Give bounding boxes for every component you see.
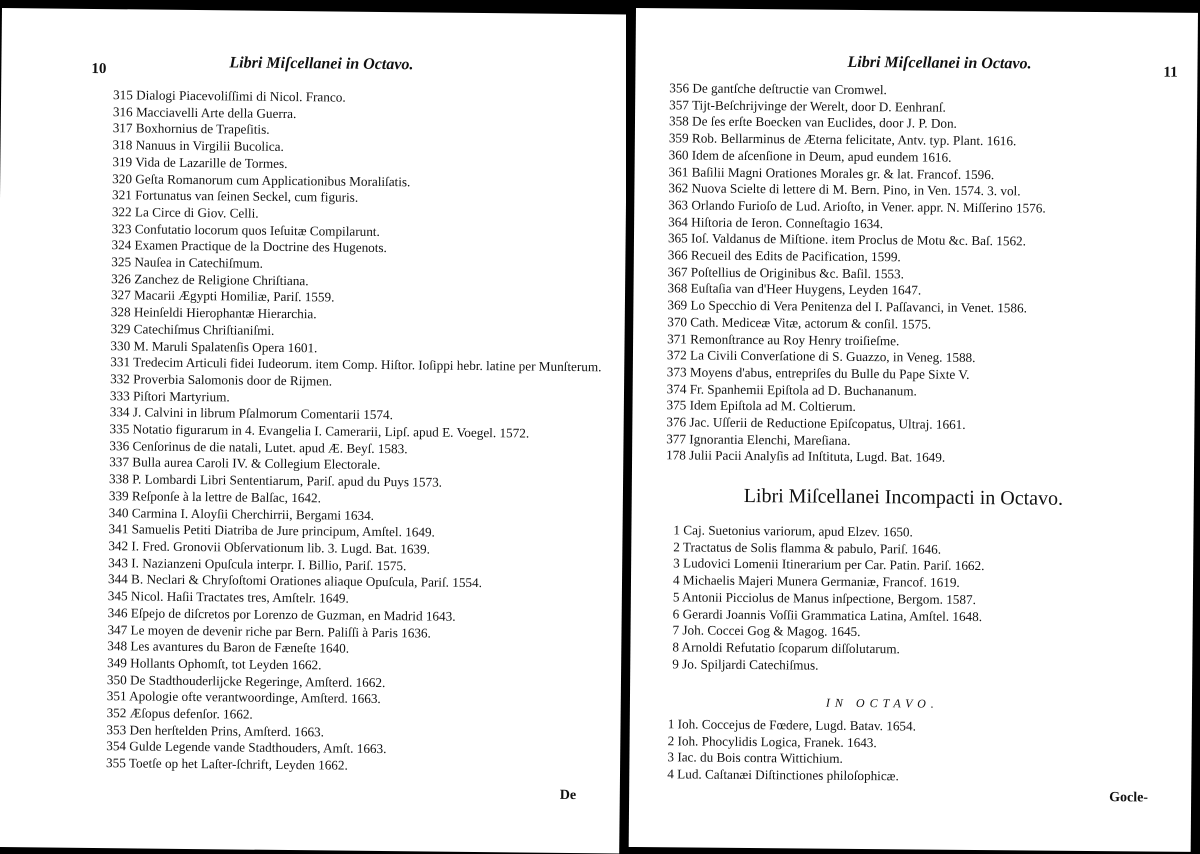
entry-text: Tredecim Articuli fidei Iudeorum. item Comp. Hiſtor. Ioſippi hebr. latine per Munſterum. — [133, 354, 602, 375]
section-heading: Libri Miſcellanei Incompacti in Octavo. — [743, 484, 1064, 510]
list-item — [672, 656, 1172, 677]
entry-text: Iac. du Bois contra Wittichium. — [677, 749, 843, 767]
entry-number: 326 — [111, 270, 132, 287]
entry-number: 354 — [106, 738, 127, 754]
entry-number: 356 — [669, 80, 690, 96]
entry-text: Arnoldi Refutatio ſcoparum diſſolutarum. — [681, 639, 900, 657]
entry-number: 351 — [106, 688, 127, 704]
entry-number: 349 — [107, 655, 128, 671]
entry-text: M. Maruli Spalatenſis Opera 1601. — [133, 337, 318, 355]
entry-text: Gulde Legende vande Stadthouders, Amſt. 1663. — [129, 738, 387, 757]
entry-text: Julii Pacii Analyſis ad Inſtituta, Lugd. Bat. 1649. — [689, 447, 946, 466]
entry-text: Remonſtrance au Roy Henry troiſieſme. — [690, 331, 900, 348]
entry-number: 316 — [112, 103, 133, 120]
page-number: 10 — [91, 60, 107, 78]
catchword: Gocle- — [1109, 790, 1149, 806]
entry-number: 337 — [109, 454, 130, 470]
entry-number: 335 — [109, 421, 130, 437]
entry-list — [106, 87, 605, 777]
entry-text: Moyens d'abus, entrepriſes du Bulle du Pape Sixte V. — [689, 364, 970, 382]
entry-number: 373 — [666, 364, 687, 380]
entry-number: 323 — [111, 220, 132, 236]
entry-text: La Circe di Giov. Celli. — [134, 204, 259, 221]
entry-number: 348 — [107, 638, 128, 654]
entry-text: Nuova Scielte di lettere di M. Bern. Pino, in Ven. 1574. 3. vol. — [691, 180, 1021, 199]
entry-number: 364 — [668, 213, 688, 230]
entry-number: 318 — [112, 137, 133, 153]
entry-text: Cath. Mediceæ Vitæ, actorum & conſil. 1575. — [690, 314, 932, 332]
entry-number: 334 — [109, 404, 130, 420]
entry-text: Nauſea in Catechiſmum. — [134, 254, 264, 271]
entry-number: 325 — [111, 254, 132, 270]
entry-text: Boxhornius de Trapeſitis. — [135, 120, 270, 138]
entry-text: Proverbia Salomonis door de Rijmen. — [133, 371, 333, 389]
entry-text: Dialogi Piacevoliſſimi di Nicol. Franco. — [136, 87, 346, 105]
entry-text: Joh. Coccei Gog & Magog. 1645. — [682, 622, 861, 640]
entry-number: 5 — [672, 589, 680, 605]
entry-text: Nanuus in Virgilii Bucolica. — [135, 137, 284, 155]
entry-text: Macarii Ægypti Homiliæ, Pariſ. 1559. — [133, 287, 335, 305]
entry-number: 339 — [108, 488, 129, 504]
entry-number: 322 — [111, 204, 132, 220]
running-header: Libri Miſcellanei in Octavo. — [847, 53, 1032, 73]
entry-number: 3 — [667, 749, 675, 765]
entry-number: 355 — [106, 755, 126, 771]
entry-number: 353 — [106, 721, 127, 738]
entry-number: 357 — [669, 96, 690, 113]
entry-list — [666, 80, 1179, 469]
entry-text: Vida de Lazarille de Tormes. — [135, 154, 288, 171]
entry-text: Examen Practique de la Doctrine des Hugenots. — [134, 237, 387, 256]
entry-number: 1 — [667, 716, 675, 732]
entry-number: 319 — [112, 153, 133, 170]
entry-text: P. Lombardi Libri Sententiarum, Pariſ. apud du Puys 1573. — [132, 471, 443, 490]
entry-text: Bulla aurea Caroli IV. & Collegium Electorale. — [132, 454, 381, 473]
entry-number: 365 — [667, 230, 688, 246]
entry-number: 178 — [666, 447, 686, 463]
entry-text: Caj. Suetonius variorum, apud Elzev. 1650. — [683, 522, 913, 540]
entry-number: 343 — [108, 554, 129, 571]
entry-number: 377 — [666, 431, 687, 447]
entry-text: Euſtaſia van d'Heer Huygens, Leyden 1647. — [690, 280, 922, 298]
entry-text: De Stadthouderlijcke Regeringe, Amſterd. 1662. — [129, 671, 386, 690]
entry-number: 333 — [109, 387, 130, 404]
entry-text: Les avantures du Baron de Fæneſte 1640. — [130, 638, 350, 656]
entry-text: Carmina I. Aloyſii Cherchirrii, Bergami 1634. — [131, 504, 375, 523]
entry-text: B. Neclari & Chryſoſtomi Orationes aliaque Opuſcula, Pariſ. 1554. — [131, 571, 483, 591]
entry-number: 317 — [112, 120, 133, 136]
entry-number: 344 — [107, 571, 128, 587]
entry-text: Michaelis Majeri Munera Germaniæ, Francof. 1619. — [682, 572, 960, 590]
entry-number: 8 — [672, 639, 680, 655]
entry-text: Tijt-Beſchrijvinge der Werelt, door D. Eenhranſ. — [691, 97, 946, 115]
entry-number: 345 — [107, 588, 128, 604]
entry-text: Catechiſmus Chriſtianiſmi. — [133, 321, 275, 338]
entry-number: 347 — [107, 621, 128, 637]
entry-text: Orlando Furioſo de Lud. Arioſto, in Vener. appr. N. Miſſerino 1576. — [691, 197, 1046, 216]
entry-text: Jac. Uſſerii de Reductione Epiſcopatus, Ultraj. 1661. — [689, 414, 966, 432]
entry-number: 321 — [111, 187, 132, 203]
entry-number: 370 — [667, 314, 688, 330]
entry-text: Zanchez de Religione Chriſtiana. — [134, 271, 309, 288]
entry-text: La Civili Converſatione di S. Guazzo, in Veneg. 1588. — [689, 347, 976, 366]
entry-number: 324 — [111, 237, 132, 253]
list-item — [666, 448, 1176, 469]
entry-number: 341 — [108, 521, 129, 537]
entry-text: Æſopus defenſor. 1662. — [129, 705, 253, 722]
entry-number: 329 — [110, 320, 131, 337]
entry-number: 2 — [673, 539, 680, 555]
entry-number: 367 — [667, 264, 688, 280]
entry-number: 368 — [667, 280, 688, 296]
entry-number: 352 — [106, 705, 127, 721]
entry-number: 4 — [672, 572, 680, 588]
entry-number: 331 — [110, 354, 131, 370]
catchword: De — [559, 787, 577, 804]
entry-text: Poſtellius de Originibus &c. Baſil. 1553. — [690, 264, 905, 282]
entry-number: 4 — [667, 766, 674, 782]
entry-number: 372 — [666, 347, 687, 363]
entry-number: 327 — [110, 287, 131, 303]
running-header: Libri Miſcellanei in Octavo. — [229, 54, 414, 74]
entry-text: I. Nazianzeni Opuſcula interpr. I. Billio, Pariſ. 1575. — [131, 555, 407, 573]
entry-text: Hiſtoria de Ieron. Conneſtagio 1634. — [691, 214, 884, 231]
entry-number: 363 — [668, 197, 689, 213]
entry-number: 330 — [110, 337, 131, 353]
entry-number: 375 — [666, 397, 687, 413]
entry-text: Fr. Spanhemii Epiſtola ad D. Buchananum. — [689, 381, 917, 399]
entry-number: 342 — [108, 538, 129, 554]
entry-text: Tractatus de Solis flamma & pabulo, Pariſ. 1646. — [682, 539, 942, 557]
entry-number: 369 — [667, 297, 688, 313]
entry-text: Fortunatus van ſeinen Seckel, cum figuris. — [135, 187, 359, 205]
entry-number: 7 — [672, 622, 680, 638]
entry-number: 320 — [112, 170, 133, 186]
entry-text: I. Fred. Gronovii Obſervationum lib. 3. Lugd. Bat. 1639. — [131, 538, 431, 557]
entry-text: Baſilii Magni Orationes Morales gr. & lat. Francof. 1596. — [691, 164, 995, 182]
entry-number: 6 — [672, 605, 680, 621]
entry-text: Ignorantia Elenchi, Mareſiana. — [689, 431, 851, 448]
entry-text: Eſpejo de diſcretos por Lorenzo de Guzman, en Madrid 1643. — [130, 605, 456, 624]
entry-number: 376 — [666, 414, 687, 430]
entry-number: 346 — [107, 604, 128, 621]
section-entry-list — [672, 522, 1173, 677]
list-item — [667, 766, 1167, 787]
entry-number: 366 — [667, 247, 688, 263]
entry-text: Nicol. Haſii Tractates tres, Amſtelr. 1649. — [130, 588, 349, 606]
entry-text: Lud. Caſtanæi Diſtinctiones philoſophicæ. — [677, 766, 899, 784]
entry-text: De gantſche deſtructie van Cromwel. — [692, 80, 887, 98]
entry-number: 315 — [113, 87, 133, 103]
entry-text: J. Calvini in librum Pſalmorum Comentarii 1574. — [132, 404, 393, 423]
sub-heading: IN OCTAVO. — [825, 695, 939, 711]
entry-number: 9 — [672, 655, 679, 672]
entry-number: 3 — [673, 555, 680, 571]
entry-number: 338 — [108, 471, 129, 487]
entry-number: 358 — [668, 113, 689, 129]
entry-text: Jo. Spiljardi Catechiſmus. — [682, 656, 819, 673]
entry-text: Ludovici Lomenii Itinerarium per Car. Patin. Pariſ. 1662. — [682, 555, 985, 574]
entry-text: Piſtori Martyrium. — [132, 388, 230, 405]
entry-text: Apologie ofte verantwoordinge, Amſterd. 1663. — [129, 688, 381, 707]
left-page — [0, 8, 628, 854]
entry-text: Den herſtelden Prins, Amſterd. 1663. — [129, 722, 325, 740]
entry-number: 336 — [109, 437, 130, 454]
entry-number: 340 — [108, 504, 129, 520]
entry-text: Ioſ. Valdanus de Miſtione. item Proclus de Motu &c. Baſ. 1562. — [691, 230, 1027, 249]
entry-number: 332 — [110, 371, 130, 387]
entry-text: Le moyen de devenir riche par Bern. Paliſſi à Paris 1636. — [130, 621, 431, 641]
entry-text: Heinſeldi Hierophantæ Hierarchia. — [133, 304, 317, 322]
entry-text: Gerardi Joannis Voſſii Grammatica Latina, Amſtel. 1648. — [682, 605, 983, 624]
entry-number: 1 — [673, 522, 681, 538]
entry-text: Rob. Bellarminus de Æterna felicitate, Antv. typ. Plant. 1616. — [691, 130, 1017, 149]
right-page — [629, 8, 1198, 852]
entry-number: 2 — [667, 733, 675, 749]
entry-number: 374 — [666, 380, 687, 397]
sub-entry-list — [667, 716, 1168, 787]
entry-text: Ioh. Phocylidis Logica, Franek. 1643. — [677, 733, 877, 750]
entry-text: Toetſe op het Laſter-ſchrift, Leyden 1662. — [128, 755, 348, 773]
page-number: 11 — [1163, 64, 1178, 81]
entry-number: 371 — [667, 330, 687, 347]
entry-text: Reſponſe à la lettre de Balſac, 1642. — [131, 488, 321, 506]
entry-text: Recueil des Edits de Pacification, 1599. — [690, 247, 901, 265]
entry-number: 359 — [668, 130, 689, 146]
entry-text: De ſes erſte Boecken van Euclides, door J. P. Don. — [692, 113, 957, 132]
entry-text: Confutatio locorum quos Ieſuitæ Compilarunt. — [134, 221, 380, 239]
entry-number: 360 — [668, 147, 689, 163]
entry-text: Antonii Picciolus de Manus inſpectione, Bergom. 1587. — [681, 589, 976, 607]
entry-text: Ioh. Coccejus de Fœdere, Lugd. Batav. 1654. — [677, 716, 916, 734]
entry-number: 350 — [106, 671, 127, 687]
entry-number: 361 — [668, 163, 689, 179]
entry-text: Lo Specchio di Vera Penitenza del I. Paſſavanci, in Venet. 1586. — [690, 297, 1027, 316]
entry-number: 362 — [668, 180, 689, 196]
entry-text: Cenſorinus de die natali, Lutet. apud Æ. Beyſ. 1583. — [132, 438, 408, 457]
entry-number: 328 — [110, 304, 131, 320]
entry-text: Notatio figurarum in 4. Evangelia I. Camerarii, Lipſ. apud E. Voegel. 1572. — [132, 421, 530, 441]
entry-text: Hollants Ophomſt, tot Leyden 1662. — [130, 655, 322, 673]
entry-text: Macciavelli Arte della Guerra. — [135, 104, 297, 121]
entry-text: Samuelis Petiti Diatriba de Jure principum, Amſtel. 1649. — [131, 521, 435, 540]
entry-text: Idem Epiſtola ad M. Coltierum. — [689, 397, 856, 415]
entry-text: Geſta Romanorum cum Applicationibus Moraliſatis. — [135, 170, 411, 189]
entry-text: Idem de aſcenſione in Deum, apud eundem 1616. — [691, 147, 952, 165]
